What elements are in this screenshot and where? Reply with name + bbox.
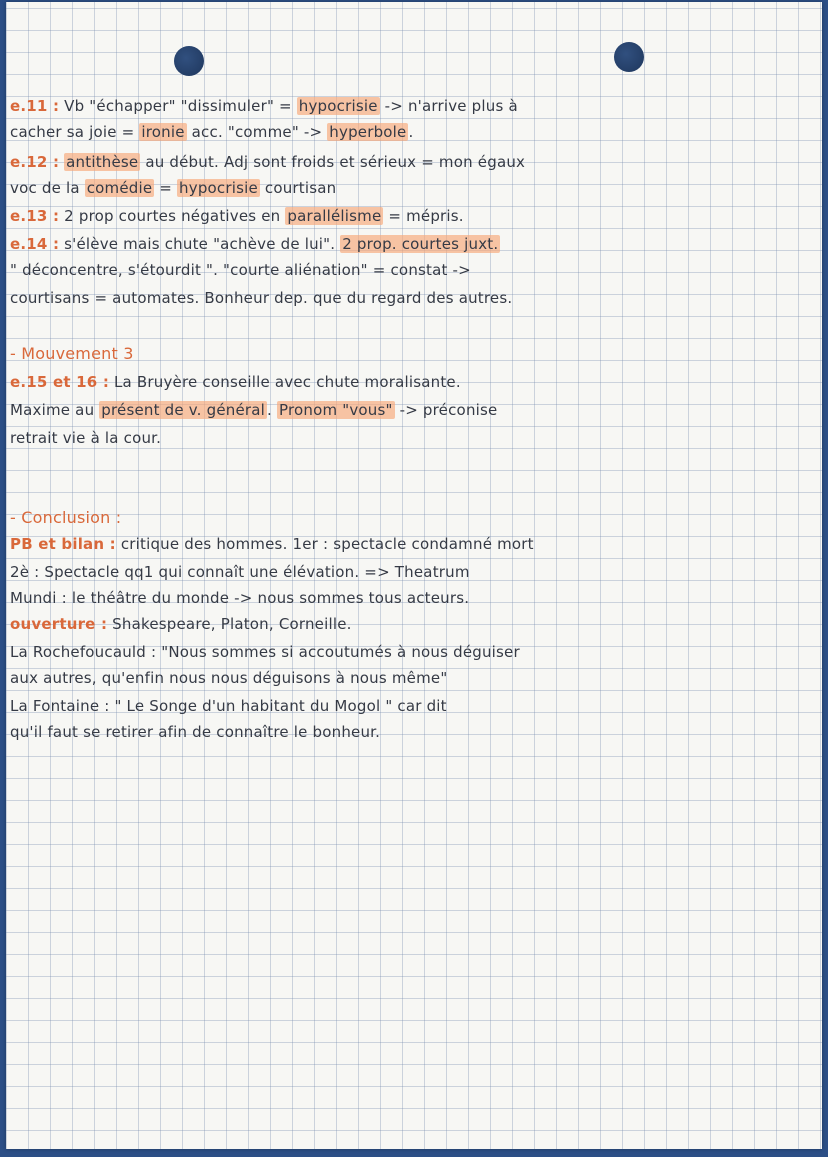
notebook-page [6, 2, 822, 1149]
text-segment: courtisans = automates. Bonheur dep. que du regard des autres. [10, 289, 513, 307]
note-line-19 [6, 720, 826, 744]
text-segment: voc de la [10, 179, 85, 197]
note-line-5 [6, 204, 826, 228]
text-segment: critique des hommes. 1er : spectacle condamné mort [120, 535, 534, 553]
highlight: 2 prop. courtes juxt. [342, 235, 499, 253]
text-segment: = mépris. [383, 207, 464, 225]
highlight: ironie [141, 123, 185, 141]
text-segment: 2 prop courtes négatives en [64, 207, 286, 225]
text-segment: . [408, 123, 414, 141]
text-segment: . [267, 401, 277, 419]
line-label: e.12 : [10, 153, 60, 171]
text-segment: 2è : Spectacle qq1 qui connaît une élévation. => Theatrum [10, 563, 470, 581]
text-segment: au début. Adj sont froids et sérieux = mon égaux [140, 153, 526, 171]
text-segment: La Rochefoucauld : "Nous sommes si accoutumés à nous déguiser [10, 643, 520, 661]
text-segment: qu'il faut se retirer afin de connaître le bonheur. [10, 723, 381, 741]
line-label: PB et bilan : [10, 535, 116, 553]
highlight: hypocrisie [298, 97, 378, 115]
note-line-6 [6, 232, 826, 256]
note-line-7 [6, 258, 826, 282]
text-segment: Maxime au [10, 401, 100, 419]
note-line-18 [6, 694, 826, 718]
line-label: e.15 et 16 : [10, 373, 110, 391]
highlight: hyperbole [329, 123, 407, 141]
highlight: parallélisme [287, 207, 382, 225]
highlight: comédie [86, 179, 153, 197]
note-line-13 [6, 560, 826, 584]
note-line-4 [6, 176, 826, 200]
note-line-16 [6, 640, 826, 664]
highlight: antithèse [66, 153, 139, 171]
highlight: hypocrisie [179, 179, 258, 197]
text-segment: Vb "échapper" "dissimuler" = [64, 97, 297, 115]
text-segment: aux autres, qu'enfin nous nous déguisons à nous même" [10, 669, 448, 687]
highlight: présent de v. général [101, 401, 266, 419]
text-segment: courtisan [259, 179, 337, 197]
text-segment: acc. "comme" -> [186, 123, 328, 141]
text-segment: La Bruyère conseille avec chute moralisante. [114, 373, 461, 391]
note-line-10 [6, 398, 826, 422]
text-segment: retrait vie à la cour. [10, 429, 162, 447]
line-label: e.14 : [10, 235, 60, 253]
text-segment: Mundi : le théâtre du monde -> nous sommes tous acteurs. [10, 589, 470, 607]
note-line-12 [6, 532, 826, 556]
punch-hole-left [174, 46, 204, 76]
line-label: e.13 : [10, 207, 60, 225]
text-segment: = [154, 179, 178, 197]
note-line-11 [6, 426, 826, 450]
note-line-14 [6, 586, 826, 610]
note-line-15 [6, 612, 826, 636]
text-segment: -> n'arrive plus à [379, 97, 518, 115]
note-line-9 [6, 370, 826, 394]
note-line-2 [6, 120, 826, 144]
text-segment: La Fontaine : " Le Songe d'un habitant du Mogol " car dit [10, 697, 447, 715]
line-label: e.11 : [10, 97, 60, 115]
note-line-17 [6, 666, 826, 690]
note-line-8 [6, 286, 826, 310]
line-label: ouverture : [10, 615, 108, 633]
text-segment: Shakespeare, Platon, Corneille. [112, 615, 352, 633]
text-segment: " déconcentre, s'étourdit ". "courte aliénation" = constat -> [10, 261, 471, 279]
highlight: Pronom "vous" [278, 401, 393, 419]
text-segment: s'élève mais chute "achève de lui". [64, 235, 341, 253]
text-segment: -> préconise [394, 401, 498, 419]
note-line-1 [6, 94, 826, 118]
text-segment: cacher sa joie = [10, 123, 140, 141]
punch-hole-right [614, 42, 644, 72]
note-line-3 [6, 150, 826, 174]
section-heading-mouvement-3: - Mouvement 3 [10, 344, 134, 363]
section-heading-conclusion: - Conclusion : [10, 508, 122, 527]
